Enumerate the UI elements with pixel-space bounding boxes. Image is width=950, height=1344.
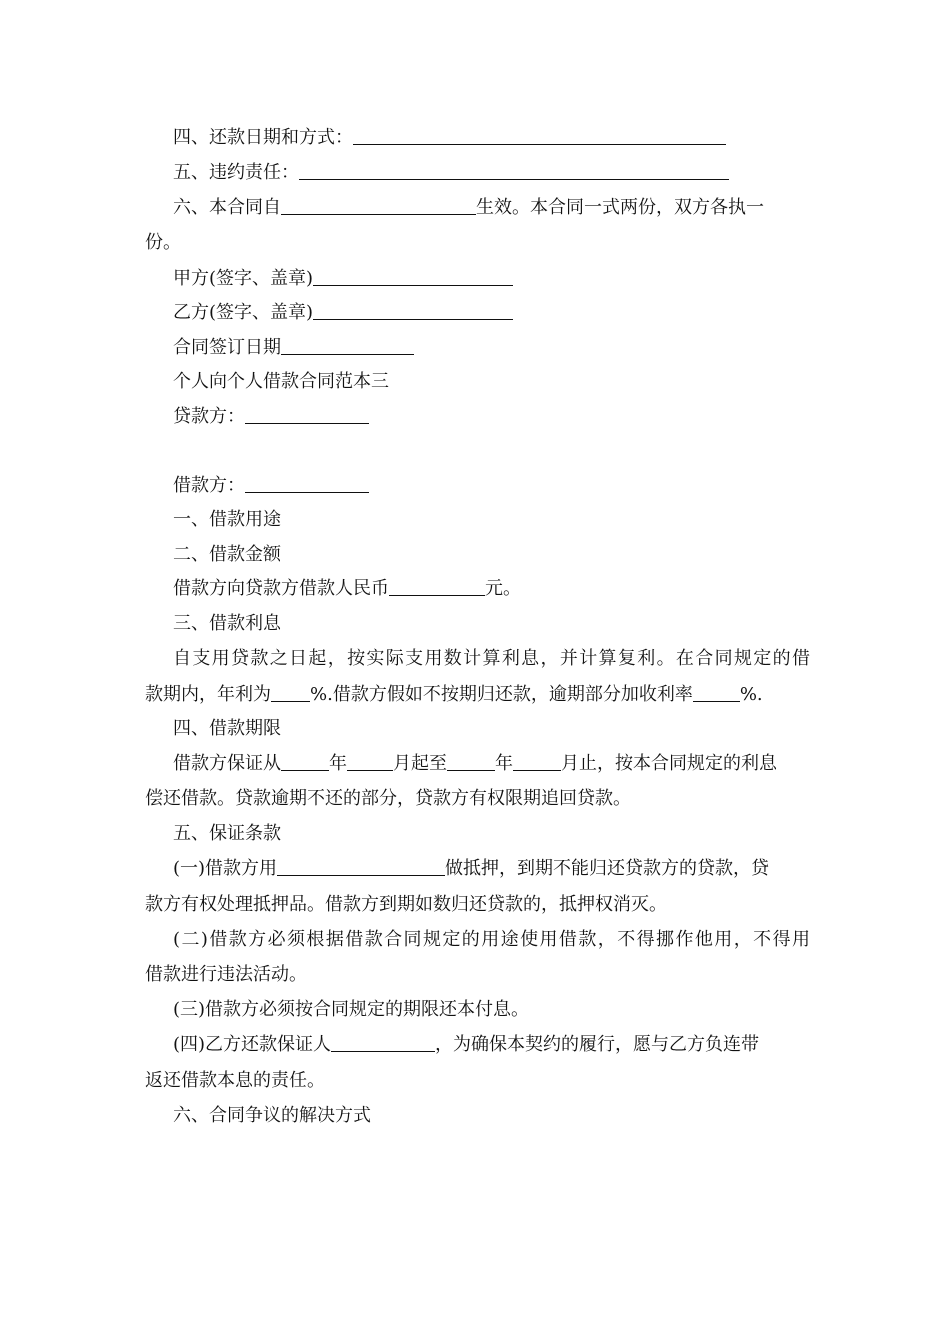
party-b-signature-line	[173, 301, 810, 325]
currency-unit: 元。	[485, 578, 521, 599]
blank-field	[513, 752, 561, 771]
year-label: 年	[495, 753, 513, 774]
breach-liability-label: 五、违约责任：	[173, 162, 299, 183]
party-a-signature-line	[173, 267, 810, 291]
party-a-label: 甲方(签字、盖章)	[173, 268, 314, 289]
overdue-rate-text: %.借款方假如不按期归还款，逾期部分加收利率	[310, 684, 693, 705]
blank-field	[389, 577, 485, 596]
lender-line	[173, 405, 810, 429]
breach-liability-line	[173, 161, 810, 185]
blank-field	[281, 752, 329, 771]
clause-heading: 五、保证条款	[173, 823, 281, 844]
blank-field	[271, 683, 310, 702]
borrower-label: 借款方：	[173, 475, 245, 496]
blank-field	[447, 752, 495, 771]
signing-date-line	[173, 336, 810, 360]
collateral-line	[173, 857, 810, 881]
blank-field	[281, 336, 414, 355]
collateral-label: (一)借款方用	[173, 858, 278, 879]
guarantor-label: (四)乙方还款保证人	[173, 1034, 332, 1055]
loan-amount-label: 借款方向贷款方借款人民币	[173, 578, 389, 599]
blank-field	[281, 196, 476, 215]
blank-field	[331, 1033, 435, 1052]
party-b-label: 乙方(签字、盖章)	[173, 302, 314, 323]
effective-date-label: 六、本合同自	[173, 197, 281, 218]
blank-field	[313, 267, 513, 286]
loan-term-label: 借款方保证从	[173, 753, 281, 774]
month-to-label: 月起至	[393, 753, 447, 774]
paragraph-line: 偿还借款。贷款逾期不还的部分，贷款方有权限期追回贷款。	[145, 788, 631, 809]
guarantor-line	[173, 1033, 810, 1057]
signing-date-label: 合同签订日期	[173, 337, 281, 358]
paragraph-line: 款方有权处理抵押品。借款方到期如数归还贷款的，抵押权消灭。	[145, 894, 667, 915]
interest-rate-line	[145, 683, 810, 707]
blank-field	[277, 857, 445, 876]
blank-field	[245, 474, 369, 493]
year-label: 年	[329, 753, 347, 774]
lender-label: 贷款方：	[173, 406, 245, 427]
term-clause-text: 月止，按本合同规定的利息	[561, 753, 777, 774]
blank-field	[347, 752, 393, 771]
paragraph-line: (三)借款方必须按合同规定的期限还本付息。	[173, 999, 530, 1020]
blank-field	[693, 683, 740, 702]
clause-heading: 一、借款用途	[173, 509, 281, 530]
borrower-line	[173, 474, 810, 498]
paragraph-line: 返还借款本息的责任。	[145, 1070, 325, 1091]
paragraph-line: 份。	[145, 232, 181, 253]
section-title: 个人向个人借款合同范本三	[173, 371, 389, 392]
clause-heading: 六、合同争议的解决方式	[173, 1105, 371, 1126]
repayment-method-label: 四、还款日期和方式：	[173, 127, 353, 148]
blank-field	[353, 126, 726, 145]
interest-rate-label: 款期内，年利为	[145, 684, 271, 705]
percent-sign: %.	[739, 684, 763, 705]
paragraph-line: (二)借款方必须根据借款合同规定的用途使用借款，不得挪作他用，不得用	[173, 929, 810, 950]
paragraph-line: 借款进行违法活动。	[145, 964, 307, 985]
clause-heading: 二、借款金额	[173, 544, 281, 565]
loan-amount-line	[173, 577, 810, 601]
clause-heading: 四、借款期限	[173, 718, 281, 739]
paragraph-line: 自支用贷款之日起，按实际支用数计算利息，并计算复利。在合同规定的借	[173, 648, 810, 669]
loan-term-line	[173, 752, 810, 776]
blank-field	[299, 161, 729, 180]
repayment-method-line	[173, 126, 810, 150]
effective-date-line	[173, 196, 810, 220]
clause-heading: 三、借款利息	[173, 613, 281, 634]
blank-field	[313, 301, 513, 320]
blank-field	[245, 405, 369, 424]
effective-clause-text: 生效。本合同一式两份，双方各执一	[476, 197, 764, 218]
collateral-clause-text: 做抵押，到期不能归还贷款方的贷款，贷	[445, 858, 770, 879]
guarantor-clause-text: ，为确保本契约的履行，愿与乙方负连带	[435, 1034, 760, 1055]
